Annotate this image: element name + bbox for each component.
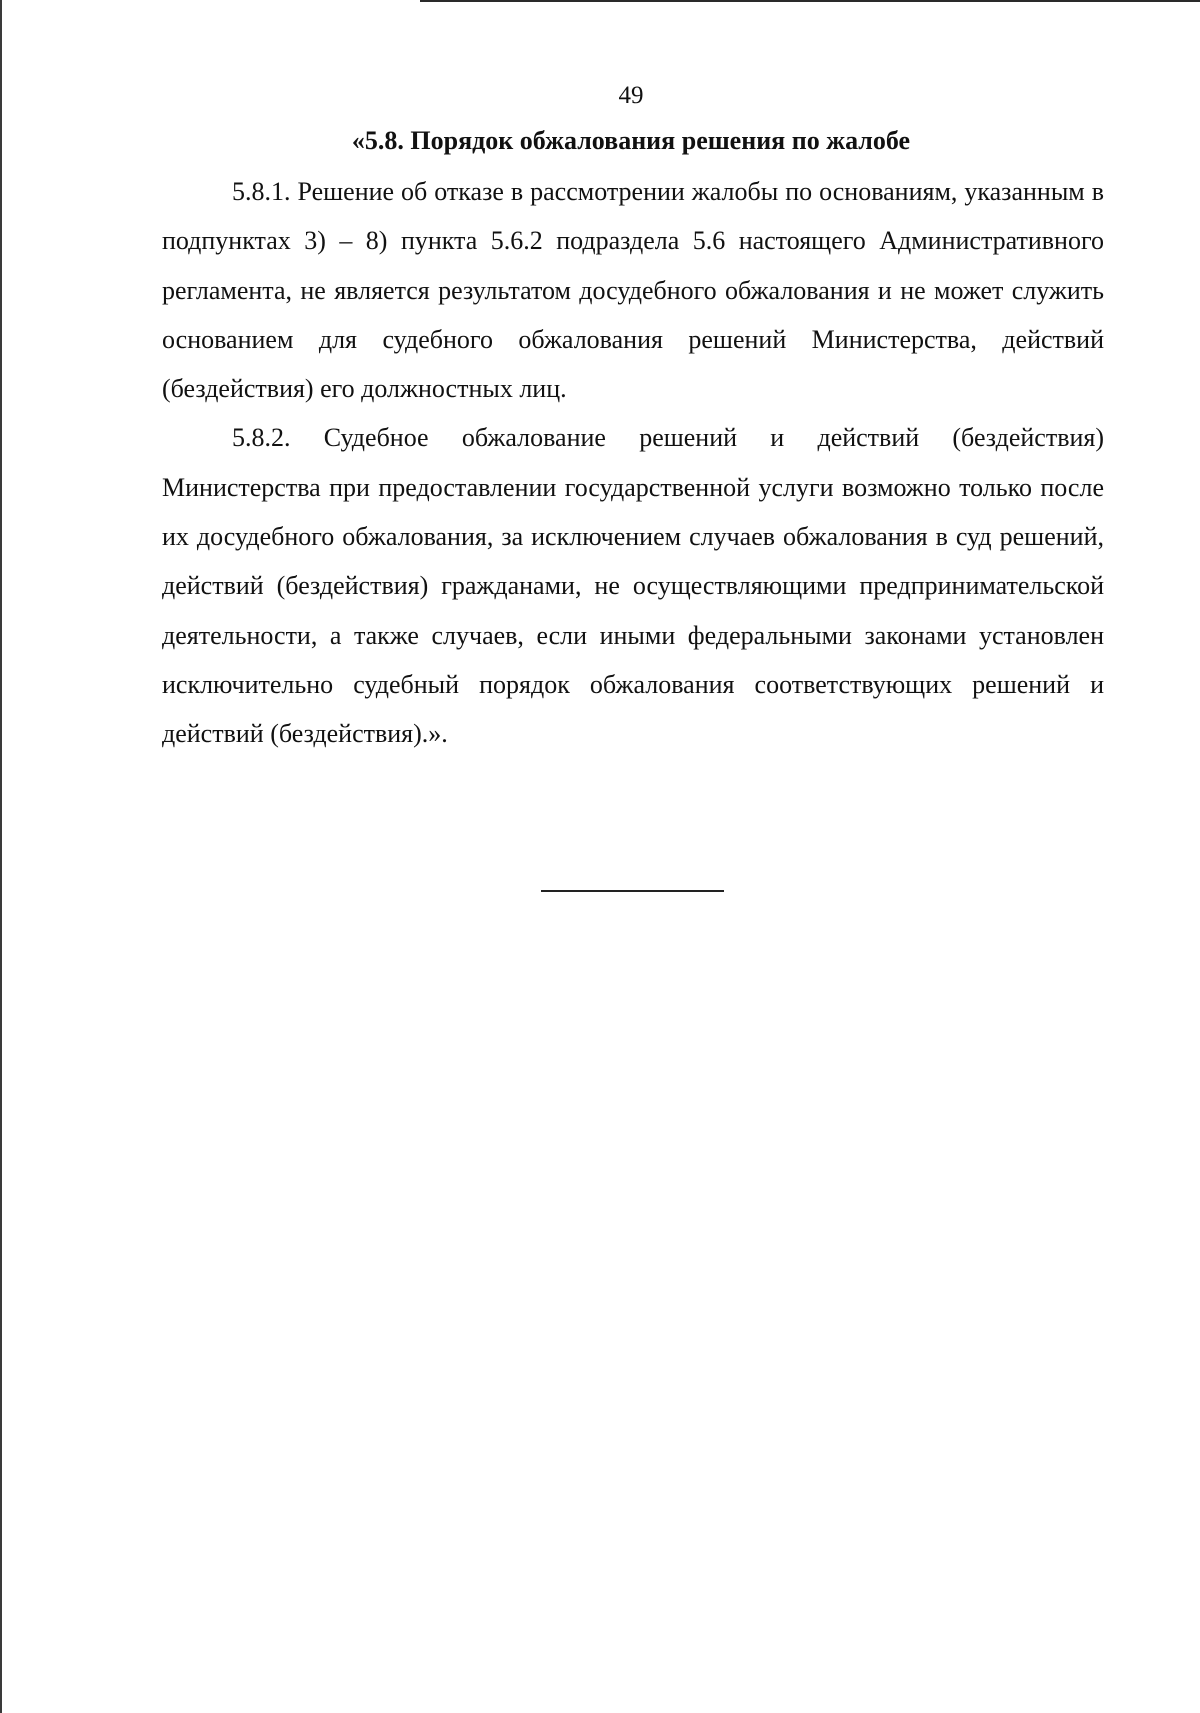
page-number: 49 xyxy=(618,82,644,109)
paragraph-5-8-1: 5.8.1. Решение об отказе в рассмотрении жалобы по основаниям, указанным в подпунктах 3) – 8) пункта 5.6.2 подраздела 5.6 настоящего Административного регламента, не является результатом досудебного обжалования и не может служить основанием для судебного обжалования решений Министерства, действий (бездействия) его должностных лиц. xyxy=(162,177,1104,404)
scan-top-edge-line xyxy=(420,0,1200,2)
scan-left-edge-line xyxy=(0,0,2,1713)
section-heading: «5.8. Порядок обжалования решения по жалобе xyxy=(351,126,911,155)
body-text xyxy=(162,167,1104,759)
end-separator-line xyxy=(541,890,724,892)
paragraph-5-8-2: 5.8.2. Судебное обжалование решений и действий (бездействия) Министерства при предоставлении государственной услуги возможно только после их досудебного обжалования, за исключением случаев обжалования в суд решений, действий (бездействия) гражданами, не осуществляющими предпринимательской деятельности, а также случаев, если иными федеральными законами установлен исключительно судебный порядок обжалования соответствующих решений и действий (бездействия).». xyxy=(162,423,1104,749)
